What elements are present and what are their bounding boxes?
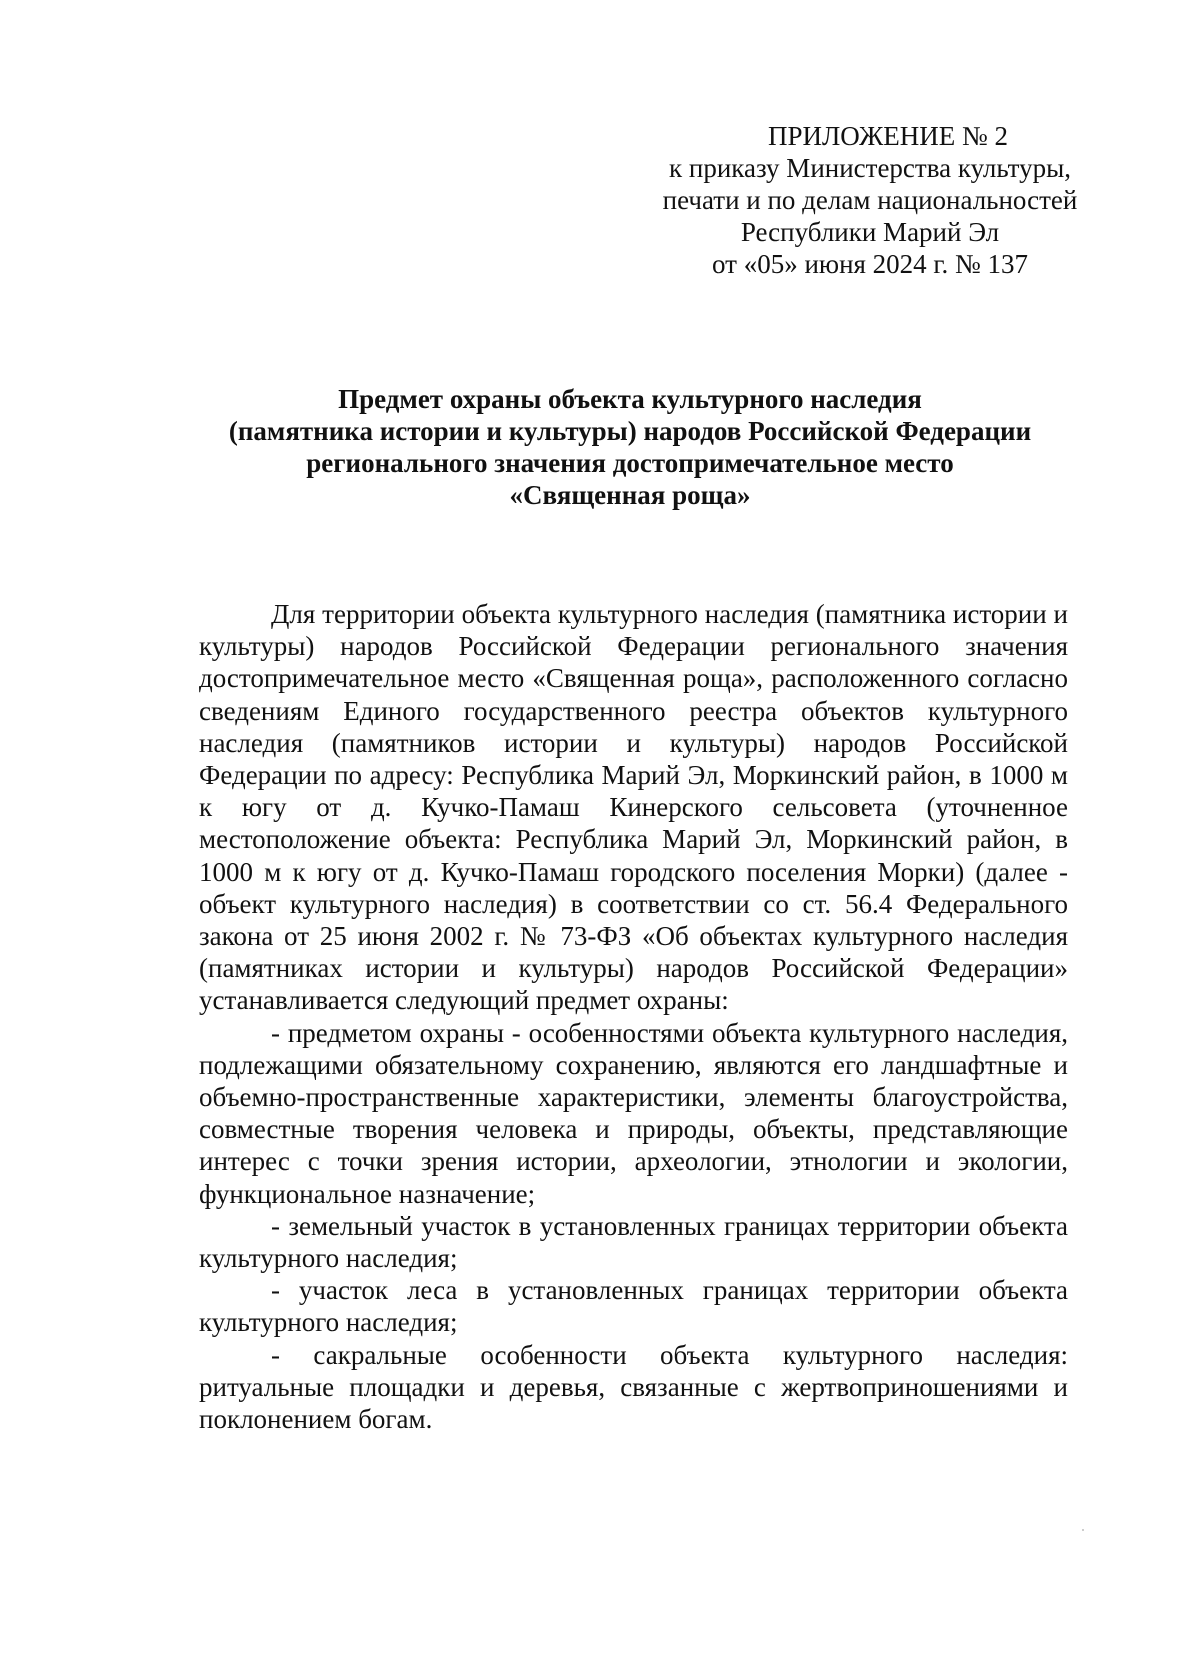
list-item: - земельный участок в установленных границах территории объекта культурного наследия;	[199, 1210, 1068, 1274]
scan-speck	[1082, 1529, 1084, 1531]
title-line: регионального значения достопримечательное место	[306, 448, 954, 478]
document-title	[160, 383, 1100, 511]
annex-republic: Республики Марий Эл	[740, 217, 1000, 247]
list-item: - сакральные особенности объекта культурного наследия: ритуальные площадки и деревья, связанные с жертвоприношениями и поклонением богам.	[199, 1339, 1068, 1435]
title-line: Предмет охраны объекта культурного наследия	[338, 384, 922, 414]
annex-ministry: печати и по делам национальностей	[662, 185, 1078, 215]
annex-order-ref: к приказу Министерства культуры,	[669, 153, 1071, 183]
annex-date-number: от «05» июня 2024 г. № 137	[712, 249, 1028, 279]
document-body	[199, 598, 1068, 1435]
title-line: (памятника истории и культуры) народов Российской Федерации	[228, 416, 1032, 446]
title-line: «Священная роща»	[509, 480, 751, 510]
annex-number: ПРИЛОЖЕНИЕ № 2	[767, 121, 1009, 151]
list-item: - участок леса в установленных границах территории объекта культурного наследия;	[199, 1275, 1068, 1338]
annex-header	[620, 120, 1120, 280]
list-item: - предметом охраны - особенностями объекта культурного наследия, подлежащими обязательному сохранению, являются его ландшафтные и объемно-пространственные характеристики, элементы благоустройства, совместные творения человека и природы, объекты, представляющие интерес с точки зрения истории, археологии, этнологии и экологии, функциональное назначение;	[199, 1017, 1068, 1209]
body-paragraph: Для территории объекта культурного наследия (памятника истории и культуры) народов Российской Федерации регионального значения достопримечательное место «Священная роща», расположенного согласно сведениям Единого государственного реестра объектов культурного наследия (памятников истории и культуры) народов Российской Федерации по адресу: Республика Марий Эл, Моркинский район, в 1000 м к югу от д. Кучко-Памаш Кинерского сельсовета (уточненное местоположение объекта: Республика Марий Эл, Моркинский район, в 1000 м к югу от д. Кучко-Памаш городского поселения Морки) (далее - объект культурного наследия) в соответствии со ст. 56.4 Федерального закона от 25 июня 2002 г. № 73-ФЗ «Об объектах культурного наследия (памятниках истории и культуры) народов Российской Федерации» устанавливается следующий предмет охраны:	[199, 599, 1068, 1016]
